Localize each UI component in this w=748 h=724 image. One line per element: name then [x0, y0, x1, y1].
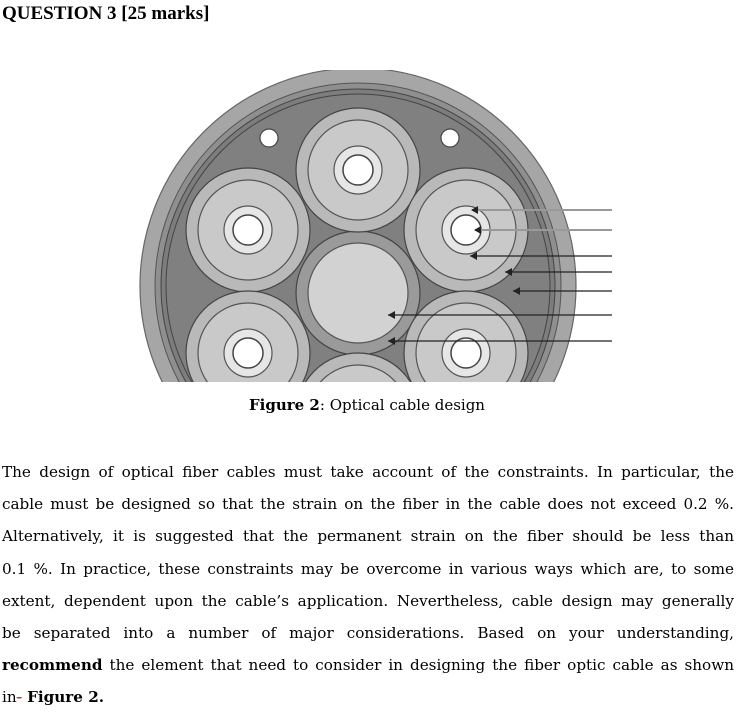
- cable-figure: [130, 70, 620, 386]
- figure-caption-label: Figure 2: [249, 396, 320, 414]
- paragraph-line: Alternatively, it is suggested that the permanent strain on the fiber should be less than: [2, 527, 734, 546]
- paragraph-line-rest: the element that need to consider in designing the fiber optic cable as shown: [102, 656, 734, 675]
- figure-caption-text: : Optical cable design: [319, 396, 485, 414]
- paragraph-line: The design of optical fiber cables must take account of the constraints. In particular, the: [2, 463, 734, 481]
- paragraph-line: 0.1 %. In practice, these constraints may be overcome in various ways which are, to some: [2, 559, 734, 578]
- strikethrough-mark: -: [16, 688, 22, 707]
- paragraph-line: [2, 649, 734, 681]
- question-heading: QUESTION 3 [25 marks]: [2, 3, 210, 24]
- figure-caption: [0, 396, 734, 414]
- fiber-tube-left: [186, 168, 310, 292]
- filler-hole-left: [260, 129, 278, 147]
- figure-reference: Figure 2.: [21, 688, 105, 707]
- recommend-keyword: recommend: [2, 656, 103, 675]
- filler-hole-right: [441, 129, 459, 147]
- paragraph-line: be separated into a number of major considerations. Based on your understanding,: [2, 624, 734, 643]
- fiber-tube-top: [296, 108, 420, 232]
- paragraph-line: cable must be designed so that the strain on the fiber in the cable does not exceed 0.2 %.: [2, 495, 734, 514]
- cable-diagram: [130, 70, 620, 386]
- central-strength-member: [308, 243, 408, 343]
- paragraph-line: [2, 681, 734, 713]
- paragraph-line: extent, dependent upon the cable’s application. Nevertheless, cable design may generally: [2, 591, 734, 610]
- question-paragraph: [2, 456, 734, 714]
- paragraph-line-start: in: [2, 688, 17, 707]
